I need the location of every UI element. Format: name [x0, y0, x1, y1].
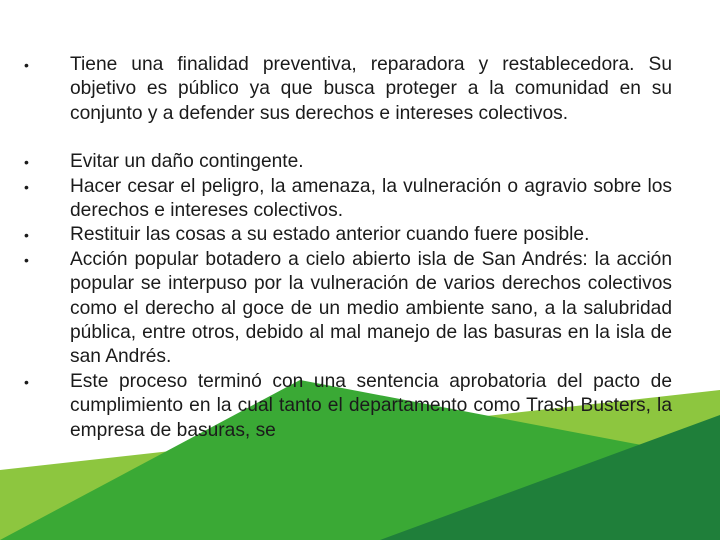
bullet-item-hacer-cesar: • Hacer cesar el peligro, la amenaza, la vulneración o agravio sobre los derechos e intereses colectivos.	[22, 175, 672, 224]
bullet-item-restituir: • Restituir las cosas a su estado anterior cuando fuere posible.	[22, 223, 672, 247]
bullet-item-evitar-dano: • Evitar un daño contingente.	[22, 150, 672, 174]
bullet-item-finalidad: • Tiene una finalidad preventiva, reparadora y restablecedora. Su objetivo es público ya que busca proteger a la comunidad en su conjunto y a defender sus derechos e intereses colectivos.	[22, 53, 672, 126]
bullet-item-proceso: • Este proceso terminó con una sentencia aprobatoria del pacto de cumplimiento en la cual tanto el departamento como Trash Busters, la empresa de basuras, se	[22, 370, 672, 443]
spacer	[22, 126, 672, 150]
bullet-list	[22, 53, 672, 443]
bullet-item-accion-popular: • Acción popular botadero a cielo abierto isla de San Andrés: la acción popular se interpuso por la vulneración de varios derechos colectivos como el derecho al goce de un medio ambiente sano, a la salubridad pública, entre otros, debido al mal manejo de las basuras en la isla de san Andrés.	[22, 248, 672, 370]
